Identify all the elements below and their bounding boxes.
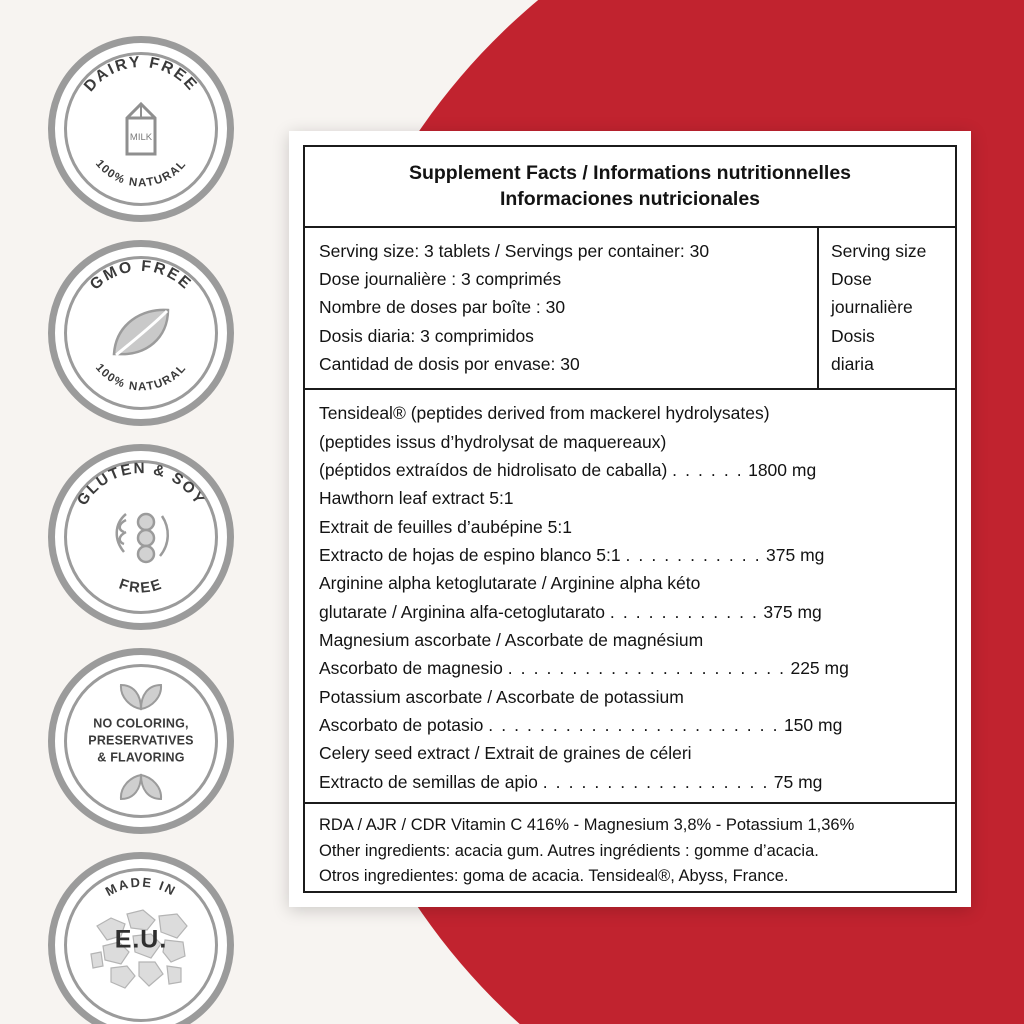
footer-line: RDA / AJR / CDR Vitamin C 416% - Magnesium 3,8% - Potassium 1,36% — [319, 816, 855, 835]
ingredient-line: Hawthorn leaf extract 5:1 — [319, 488, 514, 509]
badge-flat-line: PRESERVATIVES — [88, 733, 194, 748]
ingredient-name: Ascorbato de potasio — [319, 715, 489, 736]
serving-header-line: diaria — [831, 354, 874, 374]
svg-text:GLUTEN & SOY — [74, 460, 208, 508]
svg-text:GMO FREE — [87, 258, 195, 294]
badge-top-label: MADE IN — [102, 874, 180, 900]
ingredient-amount: 375 mg — [761, 545, 825, 566]
serving-header-line: journalière — [831, 297, 913, 318]
serving-header-line: Dose — [831, 268, 872, 289]
supplement-facts-panel — [289, 131, 971, 907]
ingredient-amount: 75 mg — [768, 771, 823, 792]
leader-dots: . . . . . . . . . . . . . . . . . . — [542, 771, 769, 792]
serving-line: Nombre de doses par boîte : 30 — [319, 297, 566, 318]
serving-size-row — [305, 228, 955, 391]
certification-badges — [48, 36, 248, 1024]
ingredient-line: Potassium ascorbate / Ascorbate de potassium — [319, 686, 684, 707]
svg-text:100% NATURAL — [93, 158, 189, 190]
ingredient-name: Ascorbato de magnesio — [319, 658, 508, 679]
ingredient-amount-line — [319, 598, 941, 626]
wheat-soy-icon — [106, 506, 176, 568]
ingredient-name: Extracto de semillas de apio — [319, 771, 543, 792]
leaf-icon — [108, 304, 174, 362]
svg-text:FREE — [117, 576, 165, 596]
leader-dots: . . . . . . — [672, 460, 744, 481]
ingredient-amount-line — [319, 541, 941, 569]
badge-bottom-label: 100% NATURAL — [92, 361, 190, 394]
leader-dots: . . . . . . . . . . . . . . . . . . . . . . — [507, 658, 786, 679]
serving-line: Cantidad de dosis por envase: 30 — [319, 354, 580, 374]
badge-flat-label — [71, 716, 211, 767]
ingredient-line: Arginine alpha ketoglutarate / Arginine alpha kéto — [319, 573, 701, 594]
ingredient-line: Celery seed extract / Extrait de graines de céleri — [319, 743, 692, 764]
svg-text:MILK: MILK — [129, 132, 153, 143]
ingredient-name: Extracto de hojas de espino blanco 5:1 — [319, 545, 626, 566]
badge-bottom-label: FREE — [116, 576, 166, 597]
svg-text:100% NATURAL — [93, 362, 189, 394]
facts-title — [305, 147, 955, 228]
badge-gluten-soy-free — [48, 444, 234, 630]
badge-made-in-eu — [48, 852, 234, 1024]
svg-text:MADE IN — [103, 875, 180, 900]
footer-notes — [305, 804, 955, 900]
ingredient-name: (péptidos extraídos de hidrolisato de caballa) — [319, 460, 673, 481]
ingredient-amount: 375 mg — [758, 601, 822, 622]
serving-size-column-header — [819, 228, 955, 389]
badge-top-label: DAIRY FREE — [80, 53, 202, 96]
footer-line: Otros ingredientes: goma de acacia. Tensideal®, Abyss, France. — [319, 867, 789, 886]
ingredient-line: Extrait de feuilles d’aubépine 5:1 — [319, 516, 572, 537]
ingredients-list — [305, 390, 955, 804]
badge-bottom-label: 100% NATURAL — [92, 157, 190, 190]
facts-title-line2: Informaciones nutricionales — [499, 188, 761, 211]
badge-eu-label: E.U. — [114, 925, 168, 954]
ingredient-amount: 225 mg — [785, 658, 849, 679]
ingredient-amount-line — [319, 711, 941, 739]
leaves-icon-bottom — [112, 768, 170, 803]
ingredient-name: glutarate / Arginina alfa-cetoglutarato — [319, 601, 610, 622]
facts-title-line1: Supplement Facts / Informations nutritionnelles — [408, 162, 852, 184]
serving-size-details — [305, 228, 819, 389]
badge-flat-line: & FLAVORING — [97, 750, 185, 765]
ingredient-amount: 1800 mg — [743, 460, 817, 481]
badge-flat-line: NO COLORING, — [93, 716, 189, 731]
badge-top-label: GMO FREE — [86, 257, 196, 294]
ingredient-amount-line — [319, 768, 941, 796]
badge-gmo-free — [48, 240, 234, 426]
ingredient-line: (peptides issus d’hydrolysat de maquereaux) — [319, 431, 667, 452]
ingredient-amount-line — [319, 654, 941, 682]
serving-header-line: Dosis — [831, 325, 875, 346]
leaves-icon — [112, 681, 170, 716]
leader-dots: . . . . . . . . . . . . — [609, 601, 759, 622]
supplement-facts-table — [303, 145, 957, 893]
svg-text:DAIRY FREE — [81, 54, 201, 95]
badge-no-additives — [48, 648, 234, 834]
badge-top-label: GLUTEN & SOY — [73, 460, 209, 509]
footer-line: Other ingredients: acacia gum. Autres ingrédients : gomme d’acacia. — [319, 841, 819, 860]
milk-carton-icon — [113, 96, 169, 162]
serving-line: Serving size: 3 tablets / Servings per container: 30 — [319, 240, 710, 261]
leader-dots: . . . . . . . . . . . . . . . . . . . . . . . — [488, 715, 780, 736]
ingredient-amount: 150 mg — [779, 715, 843, 736]
ingredient-amount-line — [319, 456, 941, 484]
ingredient-line: Tensideal® (peptides derived from mackerel hydrolysates) — [319, 403, 770, 424]
leader-dots: . . . . . . . . . . . — [625, 545, 762, 566]
ingredient-line: Magnesium ascorbate / Ascorbate de magnésium — [319, 630, 704, 651]
badge-dairy-free — [48, 36, 234, 222]
serving-header-line: Serving size — [831, 240, 927, 261]
serving-line: Dose journalière : 3 comprimés — [319, 268, 562, 289]
serving-line: Dosis diaria: 3 comprimidos — [319, 325, 534, 346]
